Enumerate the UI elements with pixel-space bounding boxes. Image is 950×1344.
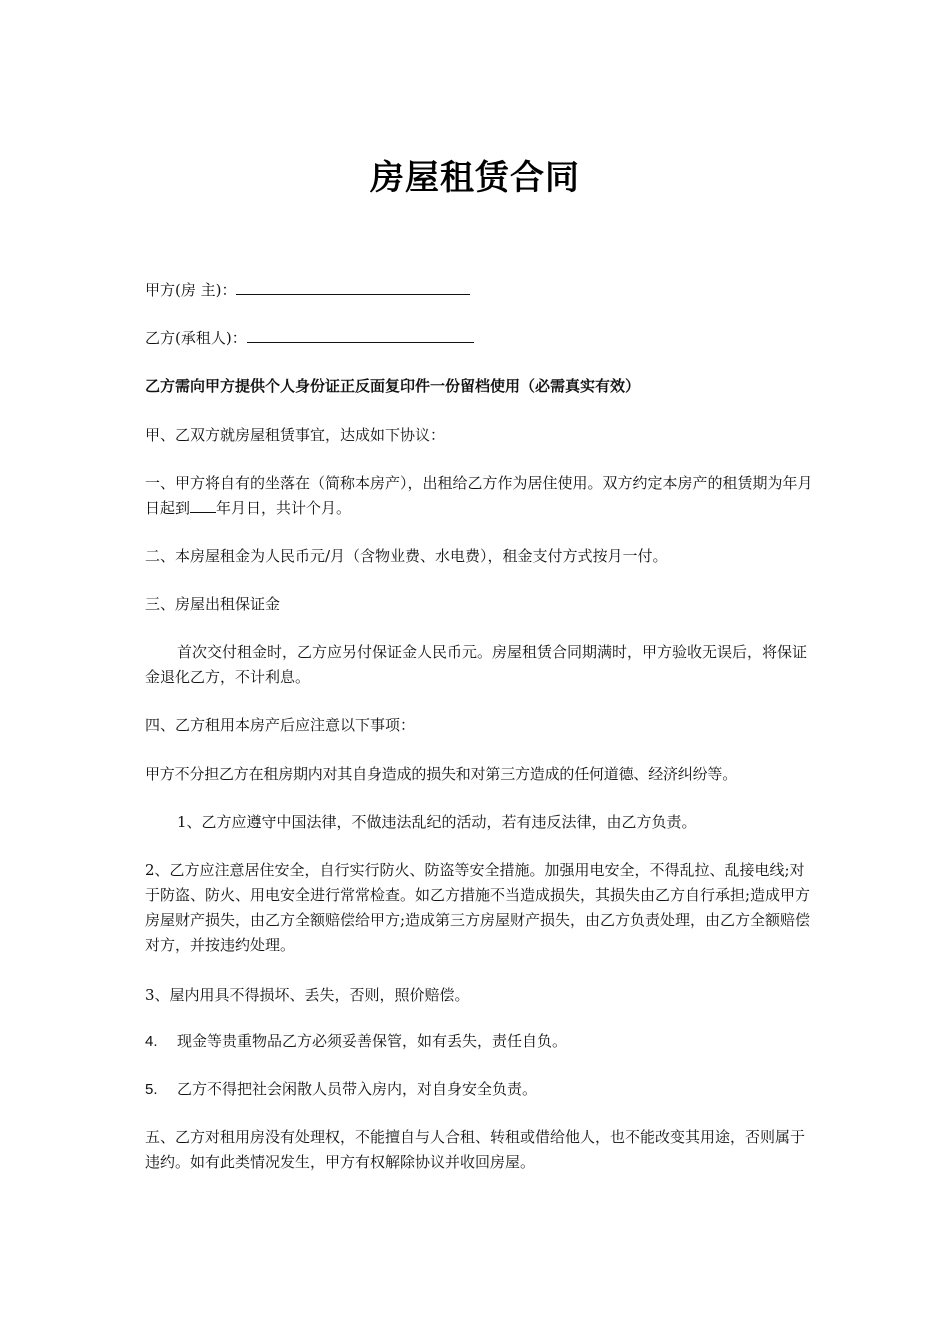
id-requirement: 乙方需向甲方提供个人身份证正反面复印件一份留档使用（必需真实有效） bbox=[145, 377, 641, 395]
clause-1-text-a: 一、甲方将自有的坐落在（简称本房产），出租给乙方作为居住使用。双方约定本房产的租赁期为年月日起到 bbox=[145, 474, 813, 517]
item-5-number: 5. bbox=[145, 1081, 158, 1098]
item-4-text: 现金等贵重物品乙方必须妥善保管，如有丢失，责任自负。 bbox=[177, 1032, 568, 1050]
clause-3-heading: 三、房屋出租保证金 bbox=[145, 595, 281, 613]
intro-paragraph: 甲、乙双方就房屋租赁事宜，达成如下协议： bbox=[145, 426, 446, 444]
clause-4-item-3: 3、屋内用具不得损坏、丢失，否则，照价赔偿。 bbox=[145, 986, 470, 1004]
party-a-blank[interactable] bbox=[236, 280, 470, 295]
clause-4-item-2: 2、乙方应注意居住安全，自行实行防火、防盗等安全措施。加强用电安全，不得乱拉、乱接电线;对于防盗、防火、用电安全进行常常检查。如乙方措施不当造成损失，其损失由乙方自行承担;造成甲方房屋财产损失，由乙方全额赔偿给甲方;造成第三方房屋财产损失，由乙方负责处理，由乙方全额赔偿对方，并按违约处理。 bbox=[145, 861, 811, 954]
clause-4-heading: 四、乙方租用本房产后应注意以下事项： bbox=[145, 716, 416, 734]
clause-4-item-5 bbox=[145, 1077, 813, 1102]
party-a-line bbox=[145, 278, 813, 303]
document-title: 房屋租赁合同 bbox=[370, 158, 580, 198]
party-b-blank[interactable] bbox=[247, 328, 474, 343]
clause-4-item-4 bbox=[145, 1029, 813, 1054]
clause-2: 二、本房屋租金为人民币元/月（含物业费、水电费），租金支付方式按月一付。 bbox=[145, 547, 668, 565]
party-b-label: 乙方(承租人)： bbox=[145, 329, 247, 347]
clause-4-item-1: 1、乙方应遵守中国法律，不做违法乱纪的活动，若有违反法律，由乙方负责。 bbox=[177, 813, 697, 831]
clause-1-blank[interactable] bbox=[190, 498, 216, 513]
item-4-number: 4. bbox=[145, 1033, 158, 1050]
item-5-text: 乙方不得把社会闲散人员带入房内，对自身安全负责。 bbox=[177, 1080, 538, 1098]
clause-3-body: 首次交付租金时，乙方应另付保证金人民币元。房屋租赁合同期满时，甲方验收无误后，将保证金退化乙方，不计利息。 bbox=[145, 643, 808, 686]
clause-5: 五、乙方对租用房没有处理权，不能擅自与人合租、转租或借给他人，也不能改变其用途，否则属于违约。如有此类情况发生，甲方有权解除协议并收回房屋。 bbox=[145, 1128, 806, 1171]
clause-1-text-b: 年月日，共计个月。 bbox=[216, 499, 352, 517]
party-a-label: 甲方(房 主)： bbox=[145, 281, 237, 299]
clause-1 bbox=[145, 471, 813, 521]
clause-4-disclaimer: 甲方不分担乙方在租房期内对其自身造成的损失和对第三方造成的任何道德、经济纠纷等。 bbox=[145, 765, 738, 783]
party-b-line bbox=[145, 326, 813, 351]
